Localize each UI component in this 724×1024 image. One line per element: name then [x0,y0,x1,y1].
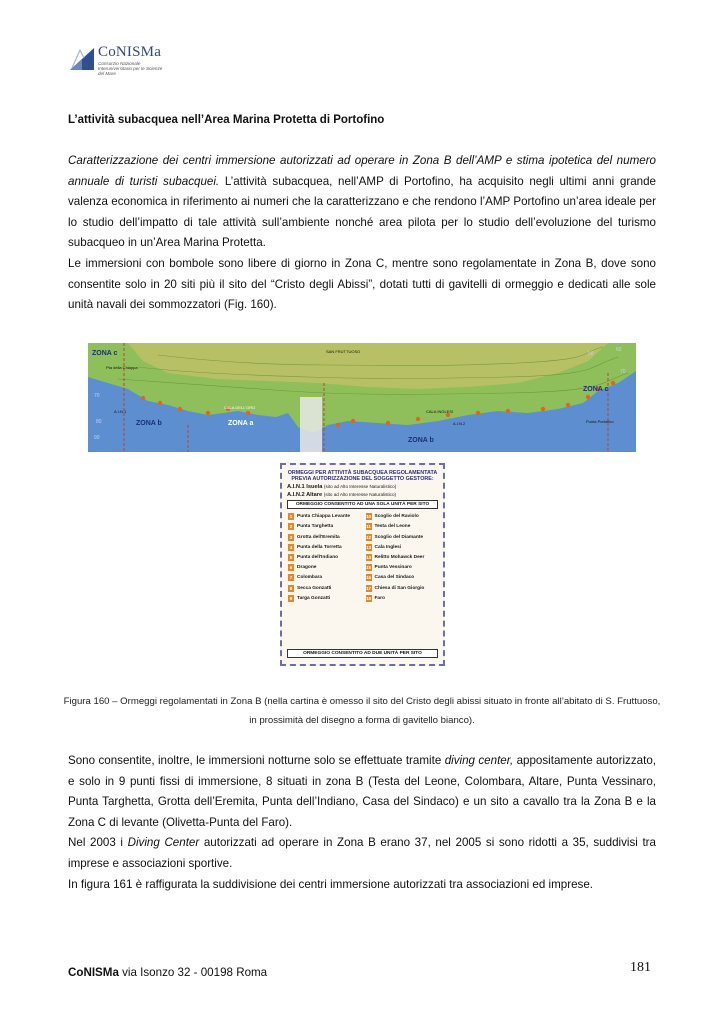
map-depth-4: 60 [616,347,622,353]
legend-site-row [366,593,444,603]
logo-name: CoNISMa [98,44,162,60]
legend-site-label: Relitto Mohawck Deer [374,554,425,560]
legend-site-row [288,593,366,603]
legend-double-unit: ORMEGGIO CONSENTITO AD DUE UNITÀ PER SITO [287,649,438,658]
legend-site-number: 2 [289,524,293,530]
legend-site-number: 3 [289,534,293,540]
legend-site-row [288,542,366,552]
legend-site-row [366,532,444,542]
legend-site-number: 13 [365,544,371,550]
paragraph-3 [68,751,656,833]
page-number: 181 [630,960,651,975]
legend-site-label: Punta dell'Indiano [297,554,339,560]
legend-site-number: 7 [289,575,293,581]
legend-site-row [366,573,444,583]
legend-site-number: 15 [365,565,371,571]
map-depth-1: 70 [94,393,100,399]
body-paragraphs [68,751,656,895]
legend-site-number: 1 [289,514,293,520]
legend-site-number: 9 [289,595,293,601]
legend-site-number: 11 [366,524,371,530]
legend-site-row [366,512,444,522]
legend-column-left [288,512,366,604]
legend-site-number: 8 [289,585,293,591]
legend-site-label: Secca Gonzatti [297,585,332,591]
legend-site-label: Casa del Sindaco [374,575,415,581]
map-label-zona-b-left: ZONA b [136,420,162,427]
paragraph-1 [68,151,656,254]
legend-single-unit: ORMEGGIO CONSENTITO AD UNA SOLA UNITÀ PER SITO [287,500,438,509]
legend-site-label: Cala Inglesi [374,544,402,550]
logo-subtitle: Consorzio Nazionale Interuniversitario per le Scienze del Mare [98,61,163,77]
legend-site-label: Punta della Torretta [297,544,342,550]
paragraph-4-a: Nel 2003 i [68,836,128,850]
map-depth-2: 80 [96,419,102,425]
logo-mark-icon [68,44,96,74]
conisma-logo [68,44,188,80]
paragraph-3-b: appositamente autorizzato, e solo in 9 punti fissi di immersione, 8 situati in zona B (Testa del Leone, Colombara, Altare, Punta Vessinaro, Punta Targhetta, Grotta dell’Eremita, Punta dell’Indiano, Casa del Sindaco) e un sito a cavallo tra la Zona B e la Zona C di levante (Olivetta-Punta del Faro). [68,754,656,829]
legend-site-label: Testa del Leone [374,524,411,530]
legend-site-columns [288,512,443,604]
legend-site-number: 10 [365,514,371,520]
legend-ain1-name: A.I.N.1 Isuela [287,483,323,490]
legend-site-label: Dragone [297,565,317,571]
legend-site-label: Chiesa di San Giorgio [374,585,425,591]
paragraph-3-a: Sono consentite, inoltre, le immersioni notturne solo se effettuate tramite [68,754,445,767]
legend-ain1-note: (sito ad Alto Interesse Naturalistico) [324,483,397,489]
legend-site-row [366,542,444,552]
paragraph-4 [68,833,656,874]
legend-site-row [366,552,444,562]
legend-site-row [288,552,366,562]
map-label-ain1: A.I.N.1 [114,409,127,414]
legend-site-label: Punta Vessinaro [374,565,412,571]
map-label-zona-b-right: ZONA b [408,437,434,444]
map-depth-5: 58 [588,351,594,357]
legend-site-label: Punta Targhetta [297,524,334,530]
legend-site-label: Targa Gonzatti [297,595,331,601]
paragraph-4-italic: Diving Center [127,836,200,850]
legend-site-row [288,583,366,593]
map-label-punta-portofino: Punta Portofino [586,419,614,424]
legend-site-number: 18 [365,595,371,601]
legend-site-number: 5 [289,554,293,560]
legend-site-number: 6 [289,565,293,571]
map-label-zona-c-right: ZONA c [583,386,609,393]
legend-site-number: 17 [365,585,371,591]
legend-site-row [366,522,444,532]
legend-site-row [288,512,366,522]
map-depth-6: 70 [620,369,626,375]
legend-site-row [366,583,444,593]
footer-address: via Isonzo 32 - 00198 Roma [118,966,268,979]
legend-ain2-note: (sito ad Alto Interesse Naturalistico) [323,491,397,497]
legend-site-label: Scoglio del Diamante [374,534,424,540]
legend-ain1 [287,483,443,491]
legend-site-number: 16 [365,575,371,581]
legend-ain2 [287,491,443,499]
map-depth-3: 90 [94,435,100,441]
legend-site-label: Colombara [297,575,323,581]
map-label-cala-oro: CALA DELL'ORO [224,405,256,410]
footer [68,966,267,979]
map-label-cala-inglesi: CALA INGLESI [426,409,454,414]
legend-site-number: 14 [365,554,371,560]
legend-site-row [288,563,366,573]
figure-caption: Figura 160 – Ormeggi regolamentati in Zona B (nella cartina è omesso il sito del Cristo degli abissi situato in fronte all’abitato di S. Fruttuoso, in prossimità del disegno a forma di gavitello bianco). [63,696,661,726]
legend-site-row [366,563,444,573]
map-label-zona-c-left: ZONA c [92,350,118,357]
legend-site-number: 4 [289,544,293,550]
paragraph-1-text: L’attività subacquea, nell’AMP di Portofino, ha acquisito negli ultimi anni grande valenza economica in riferimento ai numeri che la caratterizzano e che rendono l’AMP Portofino un’area ideale per lo studio dell’impatto di tale attività sull’ambiente nonché area pilota per lo studio dell’evoluzione del turismo subacqueo in un’Area Marina Protetta. [68,174,656,250]
map-label-ain2: A.I.N.2 [453,421,466,426]
paragraph-5: In figura 161 è raffigurata la suddivisione dei centri immersione autorizzati tra associazioni ed imprese. [68,877,593,891]
legend-site-row [288,522,366,532]
legend-site-label: Scoglio del Raviolo [374,514,419,520]
legend-site-label: Punta Chiappa Levante [297,514,351,520]
section-heading: L’attività subacquea nell’Area Marina Protetta di Portofino [68,114,385,126]
legend-ain2-name: A.I.N.2 Altare [287,491,323,498]
dive-sites-map [88,343,636,452]
mooring-legend [280,463,445,666]
legend-site-label: Grotta dell'Eremita [297,534,340,540]
footer-org: CoNISMa [68,966,119,979]
legend-site-row [288,532,366,542]
legend-site-number: 12 [365,534,371,540]
map-label-punta-chiappa: Pta della Chiappa [106,365,138,370]
legend-site-label: Faro [374,595,385,601]
paragraph-3-italic: diving center, [444,754,514,767]
legend-site-row [288,573,366,583]
paragraph-2: Le immersioni con bombole sono libere di giorno in Zona C, mentre sono regolamentate in Zona B, dove sono consentite solo in 20 siti più il sito del “Cristo degli Abissi”, dotati tutti di gavitelli di ormeggio e dedicati alle sole unità navali dei sommozzatori (Fig. 160). [68,256,656,312]
legend-column-right [366,512,444,604]
paragraph-4-b: autorizzati ad operare in Zona B erano 37, nel 2005 si sono ridotti a 35, suddivisi tra imprese e associazioni sportive. [68,836,656,870]
map-label-san-fruttuoso: SAN FRUTTUOSO [326,349,361,354]
legend-header: ORMEGGI PER ATTIVITÀ SUBACQUEA REGOLAMENTATA PREVIA AUTORIZZAZIONE DEL SOGGETTO GESTORE: [287,470,438,483]
paragraph-1-italic-lead: Caratterizzazione dei centri immersione autorizzati ad operare in Zona B dell’AMP e stima ipotetica del numero annuale di turisti subacquei. [68,154,656,188]
map-label-zona-a: ZONA a [228,420,254,427]
intro-paragraphs [68,151,656,316]
